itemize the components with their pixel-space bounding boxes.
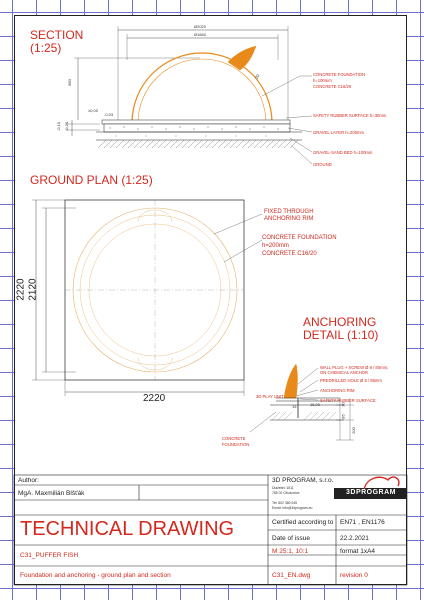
label-section-gravel: GRAVEL LAYER h=200mm — [313, 130, 365, 135]
label-section-foundation-2: h=100mm — [313, 78, 332, 83]
date-label: Date of issue — [272, 535, 310, 542]
label-plan-found-1: CONCRETE FOUNDATION — [262, 235, 337, 241]
dim-level-zero: ±0,00 — [88, 108, 98, 113]
dim-level-1: -0,10 — [56, 121, 62, 132]
logo-text: 3DPROGRAM — [346, 489, 397, 496]
detail-title-1: ANCHORING — [303, 315, 377, 329]
detail-title-2: DETAIL (1:10) — [303, 328, 379, 342]
label-plan-rim-2: ANCHORING RIM — [264, 216, 314, 222]
company-address-2: 765 02 Otrokovice — [272, 491, 300, 495]
label-detail-plug-1: WALL PLUG + SCREW Ø 8 / 80mm, — [320, 365, 389, 370]
label-detail-rubber: SAFETY RUBBER SURFACE — [320, 398, 376, 403]
revision-value: revision 0 — [340, 572, 368, 579]
dim-detail-b: 85 — [340, 414, 346, 419]
dim-detail-d: 15 — [292, 404, 297, 409]
label-section-ground: GROUND — [313, 162, 332, 167]
label-detail-found-1: CONCRETE — [222, 436, 246, 441]
dim-outer-diameter: Ø2020 — [194, 24, 207, 29]
dim-radius: 20 — [253, 73, 261, 80]
section-view — [66, 26, 312, 164]
ground-plan-view — [32, 200, 262, 396]
cert-label: Certified according to — [272, 519, 334, 526]
label-section-foundation-1: CONCRETE FOUNDATION — [313, 72, 366, 77]
label-section-foundation-3: CONCRETE C16/20 — [313, 84, 352, 89]
label-plan-found-2: h=200mm — [262, 243, 289, 249]
section-scale: (1:25) — [30, 41, 62, 55]
dim-inner-diameter: Ø1660 — [194, 32, 207, 37]
label-section-sand: GRAVEL-SAND BED h=100mm — [313, 150, 373, 155]
scale-value: M 25:1, 10:1 — [272, 548, 309, 555]
file-name: C31_EN.dwg — [272, 572, 311, 579]
dim-plan-outer-vertical: 2220 — [15, 278, 27, 301]
label-plan-rim-1: FIXED THROUGH — [264, 209, 314, 215]
main-title: TECHNICAL DRAWING — [20, 518, 235, 540]
label-detail-plug-2: ON CHEMICAL ANCHOR — [320, 370, 369, 375]
drawing-description: Foundation and anchoring - ground plan and section — [20, 572, 171, 579]
dim-detail-a: 30 — [340, 402, 346, 407]
plan-title: GROUND PLAN (1:25) — [30, 173, 153, 187]
dim-level-2: -0,20 — [64, 121, 70, 132]
dim-level-rubber: -0,03 — [104, 112, 114, 117]
label-section-rubber: SAFETY RUBBER SURFACE h=30mm — [313, 113, 387, 118]
label-detail-unit: 3D PLAY UNIT — [256, 394, 284, 399]
product-name: C31_PUFFER FISH — [20, 552, 79, 559]
date-value: 22.2.2021 — [340, 535, 369, 542]
company-name: 3D PROGRAM, s.r.o. — [272, 477, 334, 484]
dim-height: 980 — [66, 79, 72, 86]
dim-plan-inner-vertical: 2120 — [27, 278, 39, 301]
label-detail-hole: PREDRILLED HOLE Ø 8 / 85mm — [320, 378, 382, 383]
cert-value: EN71 , EN1176 — [340, 519, 385, 526]
author-label: Author: — [18, 477, 39, 484]
label-plan-found-3: CONCRETE C16/20 — [262, 251, 317, 257]
company-email: Email: info@3dprogram.eu — [272, 506, 313, 510]
label-detail-found-2: FOUNDATION — [222, 442, 250, 447]
dim-detail-e: 15,00 — [310, 402, 321, 407]
company-phone: Tel: 602 380 045 — [272, 501, 298, 505]
label-detail-rim: ANCHORING RIM — [320, 388, 355, 393]
format-value: format 1xA4 — [340, 548, 376, 555]
company-address-1: Dlažební 1511 — [272, 486, 294, 490]
author-name: MgA. Maxmilián Blšťák — [18, 490, 85, 497]
section-title: SECTION — [30, 28, 84, 42]
dim-plan-bottom: 2220 — [143, 393, 166, 404]
dim-detail-c: 200 — [350, 427, 356, 434]
